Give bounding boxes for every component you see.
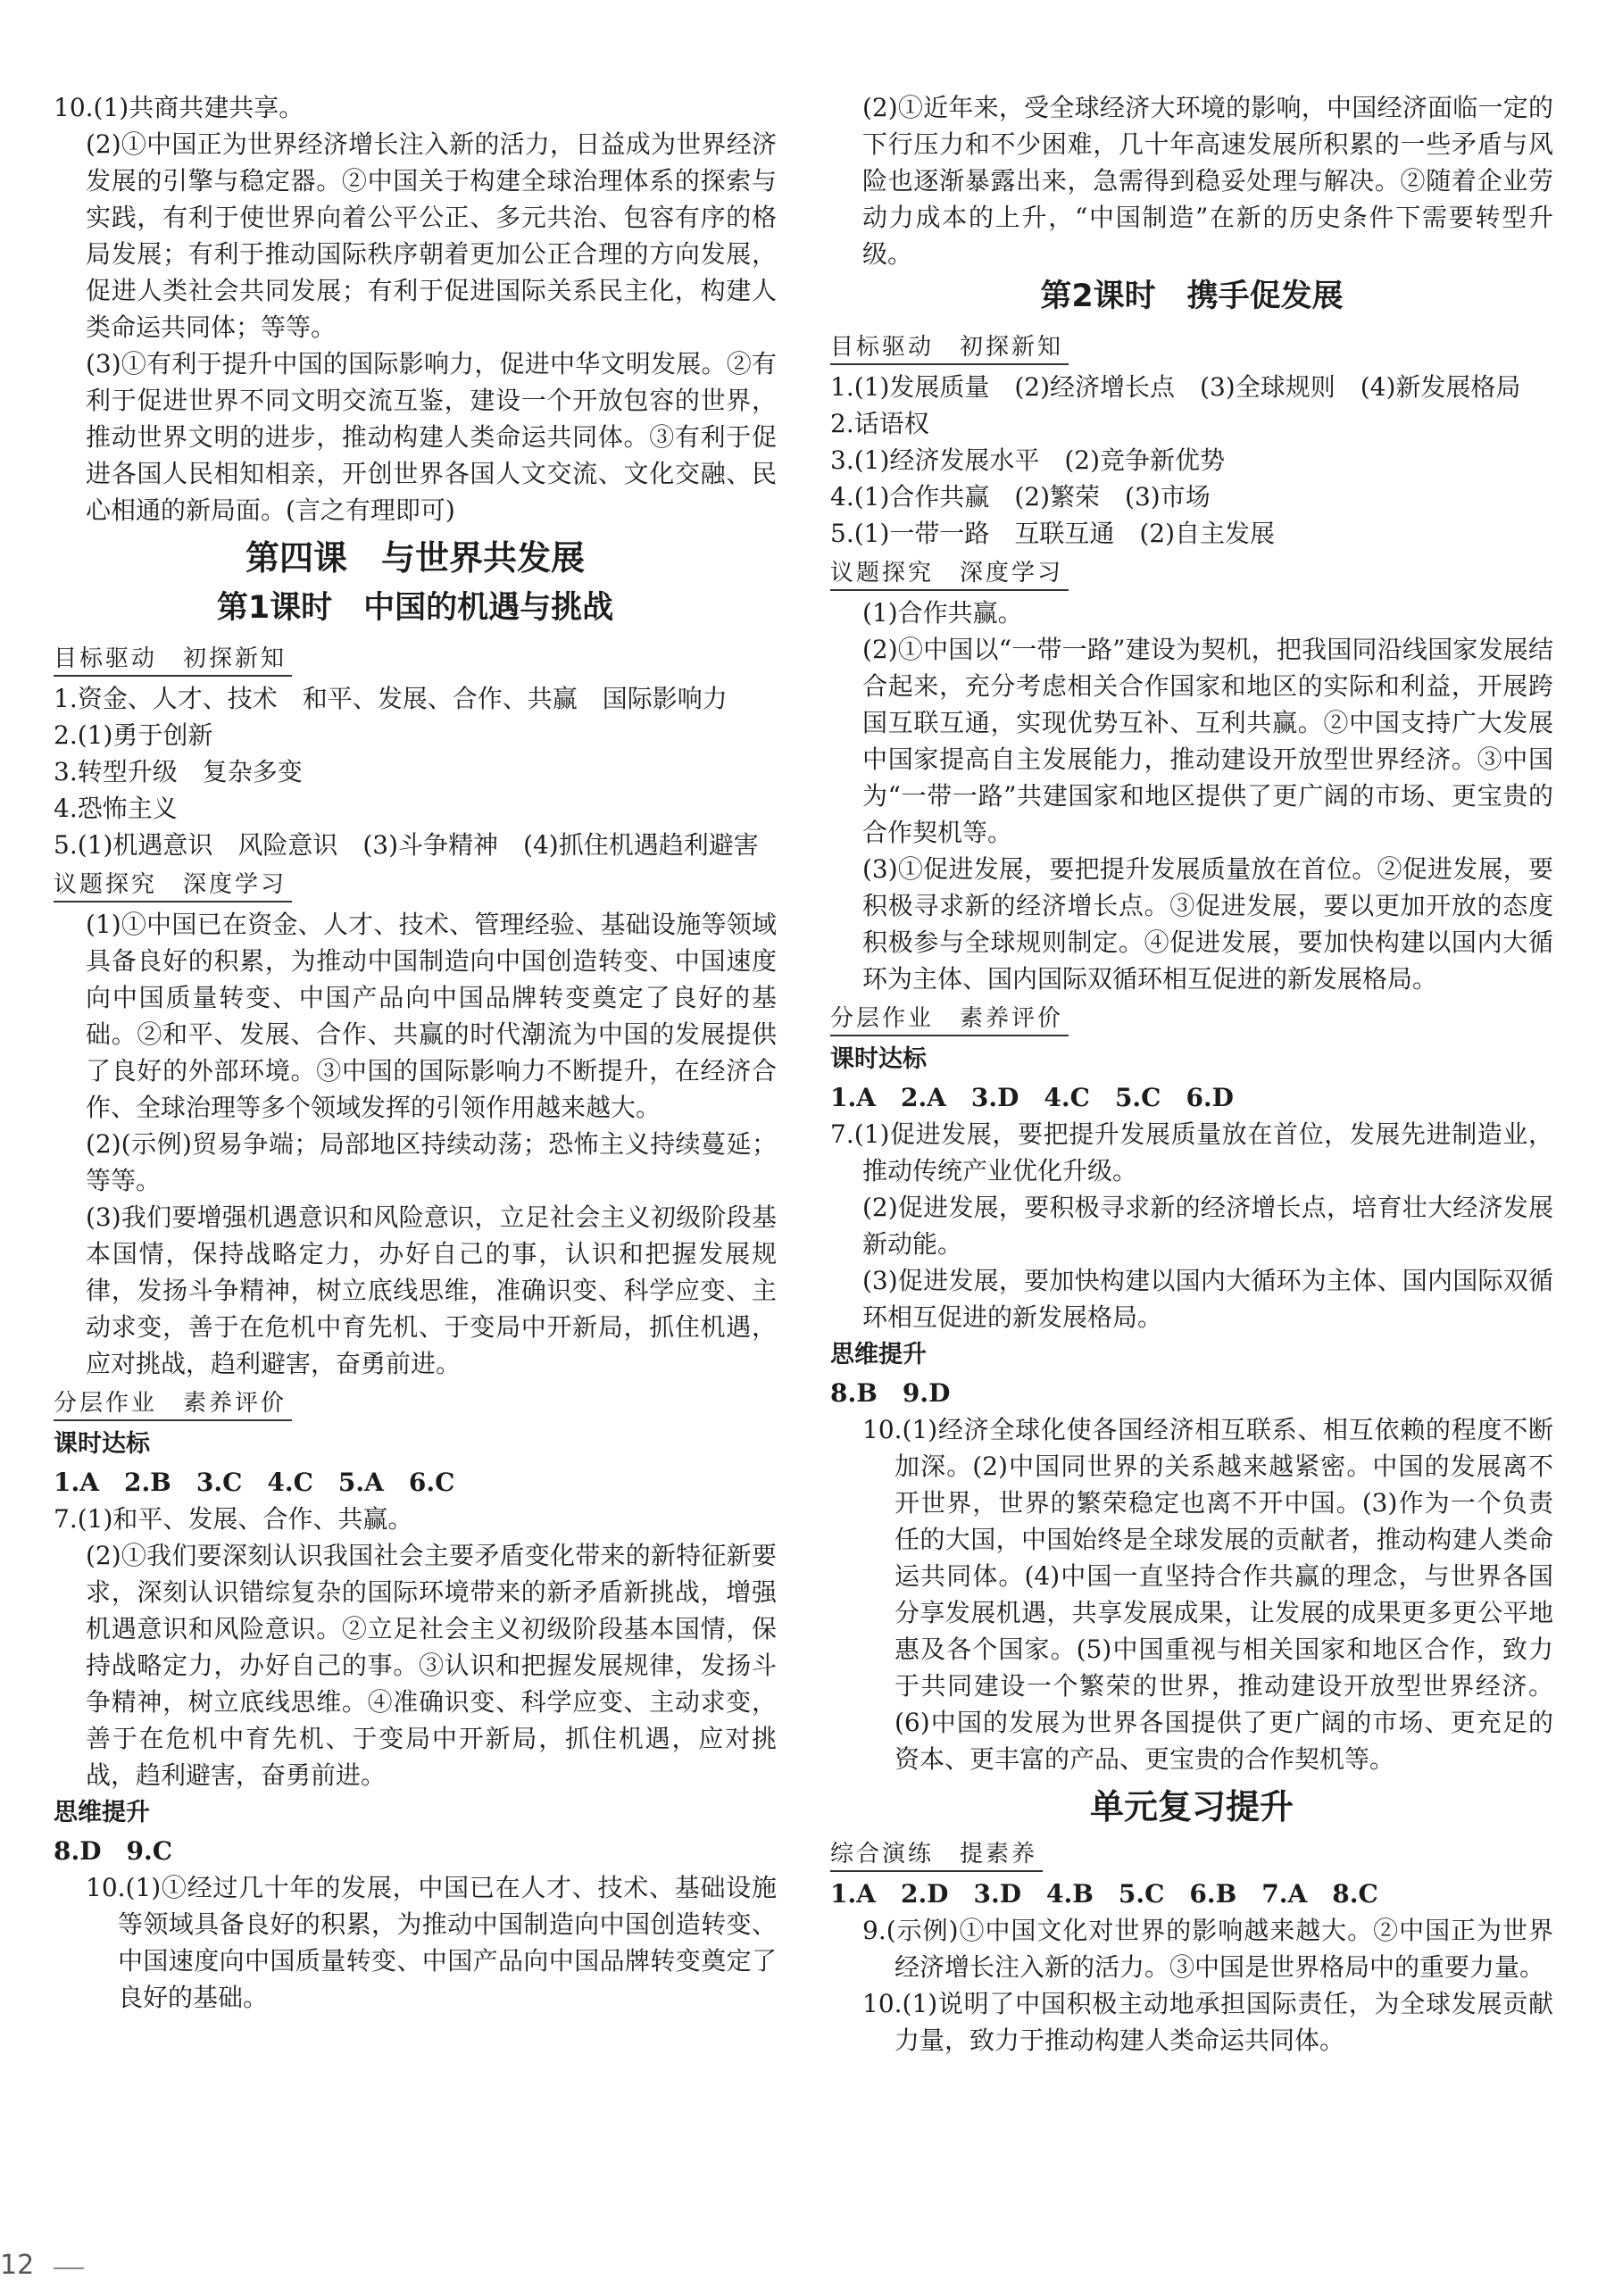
goal2-answer-3: 3.(1)经济发展水平 (2)竞争新优势 bbox=[830, 445, 1226, 475]
period-2-title: 第2课时 携手促发展 bbox=[1040, 279, 1344, 314]
section-comprehensive: 综合演练 提素养 bbox=[830, 1838, 1043, 1872]
subsection-thinking: 思维提升 bbox=[54, 1799, 150, 1826]
goal-answer-2: 2.(1)勇于创新 bbox=[54, 720, 213, 750]
unit-answer-10: 10.(1)说明了中国积极主动地承担国际责任，为全球发展贡献力量，致力于推动构建人类命运共同体。 bbox=[862, 1989, 1553, 2055]
left-column bbox=[54, 89, 777, 2016]
answer2-10: 10.(1)经济全球化使各国经济相互联系、相互依赖的程度不断加深。(2)中国同世界的关系越来越紧密。中国的发展离不开世界，世界的繁荣稳定也离不开中国。(3)作为一个负责任的大国，中国始终是全球发展的贡献者，推动构建人类命运共同体。(4)中国一直坚持合作共赢的理念，与世界各国分享发展机遇，共享发展成果，让发展的成果更多更公平地惠及各个国家。(5)中国重视与相关国家和地区合作，致力于共同建设一个繁荣的世界，推动建设开放型世界经济。(6)中国的发展为世界各国提供了更广阔的市场、更充足的资本、更丰富的产品、更宝贵的合作契机等。 bbox=[862, 1415, 1553, 1774]
answer-7-2: (2)①我们要深刻认识我国社会主要矛盾变化带来的新特征新要求，深刻认识错综复杂的国际环境带来的新矛盾新挑战，增强机遇意识和风险意识。②立足社会主义初级阶段基本国情，保持战略定力，办好自己的事。③认识和把握发展规律，发扬斗争精神，树立底线思维。④准确识变、科学应变、主动求变，善于在危机中育先机、于变局中开新局，抓住机遇，应对挑战，趋利避害，奋勇前进。 bbox=[86, 1541, 777, 1790]
section-explore-2: 议题探究 深度学习 bbox=[830, 557, 1069, 591]
section-layered-homework: 分层作业 素养评价 bbox=[54, 1387, 292, 1421]
unit-mc-answers: 1.A 2.D 3.D 4.B 5.C 6.B 7.A 8.C bbox=[830, 1879, 1378, 1909]
mc-answers-8-9: 8.D 9.C bbox=[54, 1836, 173, 1866]
goal-answer-5: 5.(1)机遇意识 风险意识 (3)斗争精神 (4)抓住机遇趋利避害 bbox=[54, 830, 759, 860]
explore-answer-2: (2)(示例)贸易争端；局部地区持续动荡；恐怖主义持续蔓延；等等。 bbox=[86, 1129, 777, 1195]
explore2-answer-1: (1)合作共赢。 bbox=[862, 598, 1023, 628]
explore-answer-1: (1)①中国已在资金、人才、技术、管理经验、基础设施等领域具备良好的积累，为推动中国制造向中国创造转变、中国速度向中国质量转变、中国产品向中国品牌转变奠定了良好的基础。②和平、发展、合作、共赢的时代潮流为中国的发展提供了良好的外部环境。③中国的国际影响力不断提升，在经济合作、全球治理等多个领域发挥的引领作用越来越大。 bbox=[86, 910, 777, 1122]
answer-10-1: 10.(1)共商共建共享。 bbox=[54, 93, 304, 122]
lesson-title: 第四课 与世界共发展 bbox=[245, 538, 585, 578]
right-column bbox=[830, 89, 1553, 2059]
answer-10-2: (2)①中国正为世界经济增长注入新的活力，日益成为世界经济发展的引擎与稳定器。②中国关于构建全球治理体系的探索与实践，有利于使世界向着公平公正、多元共治、包容有序的格局发展；有利于推动国际秩序朝着更加公正合理的方向发展，促进人类社会共同发展；有利于促进国际关系民主化，构建人类命运共同体；等等。 bbox=[86, 129, 777, 342]
goal2-answer-1: 1.(1)发展质量 (2)经济增长点 (3)全球规则 (4)新发展格局 bbox=[830, 372, 1521, 402]
answer-10b: 10.(1)①经过几十年的发展，中国已在人才、技术、基础设施等领域具备良好的积累，为推动中国制造向中国创造转变、中国速度向中国质量转变、中国产品向中国品牌转变奠定了良好的基础。 bbox=[86, 1873, 777, 2012]
answer2-7-2: (2)促进发展，要积极寻求新的经济增长点，培育壮大经济发展新动能。 bbox=[862, 1193, 1553, 1259]
explore-answer-3: (3)我们要增强机遇意识和风险意识，立足社会主义初级阶段基本国情，保持战略定力，办好自己的事，认识和把握发展规律，发扬斗争精神，树立底线思维，准确识变、科学应变、主动求变，善于在危机中育先机、于变局中开新局，抓住机遇，应对挑战，趋利避害，奋勇前进。 bbox=[86, 1202, 777, 1378]
answer-r-2: (2)①近年来，受全球经济大环境的影响，中国经济面临一定的下行压力和不少困难，几十年高速发展所积累的一些矛盾与风险也逐渐暴露出来，急需得到稳妥处理与解决。②随着企业劳动力成本的上升，“中国制造”在新的历史条件下需要转型升级。 bbox=[862, 93, 1553, 269]
goal-answer-4: 4.恐怖主义 bbox=[54, 794, 178, 823]
subsection-class-target: 课时达标 bbox=[54, 1430, 150, 1458]
goal2-answer-5: 5.(1)一带一路 互联互通 (2)自主发展 bbox=[830, 519, 1276, 548]
explore2-answer-2: (2)①中国以“一带一路”建设为契机，把我国同沿线国家发展结合起来，充分考虑相关合作国家和地区的实际和利益，开展跨国互联互通，实现优势互补、互利共赢。②中国支持广大发展中国家提高自主发展能力，推动建设开放型世界经济。③中国为“一带一路”共建国家和地区提供了更广阔的市场、更宝贵的合作契机等。 bbox=[862, 635, 1553, 847]
goal-answer-3: 3.转型升级 复杂多变 bbox=[54, 757, 303, 786]
mc-answers-1-6: 1.A 2.B 3.C 4.C 5.A 6.C bbox=[54, 1468, 455, 1497]
explore2-answer-3: (3)①促进发展，要把提升发展质量放在首位。②促进发展，要积极寻求新的经济增长点。③促进发展，要以更加开放的态度积极参与全球规则制定。④促进发展，要加快构建以国内大循环为主体、国内国际双循环相互促进的新发展格局。 bbox=[862, 854, 1553, 994]
goal-answer-1: 1.资金、人才、技术 和平、发展、合作、共赢 国际影响力 bbox=[54, 684, 728, 713]
section-layered-homework-2: 分层作业 素养评价 bbox=[830, 1002, 1069, 1036]
mc2-answers-8-9: 8.B 9.D bbox=[830, 1378, 951, 1408]
answer2-7-3: (3)促进发展，要加快构建以国内大循环为主体、国内国际双循环相互促进的新发展格局。 bbox=[862, 1266, 1553, 1332]
answer-7-1: 7.(1)和平、发展、合作、共赢。 bbox=[54, 1504, 413, 1534]
subsection-class-target-2: 课时达标 bbox=[830, 1045, 927, 1073]
page-number-rule bbox=[54, 2267, 84, 2269]
period-title: 第1课时 中国的机遇与挑战 bbox=[216, 590, 614, 626]
unit-review-title: 单元复习提升 bbox=[1089, 1787, 1294, 1826]
section-explore: 议题探究 深度学习 bbox=[54, 869, 292, 903]
subsection-thinking-2: 思维提升 bbox=[830, 1341, 927, 1368]
mc2-answers-1-6: 1.A 2.A 3.D 4.C 5.C 6.D bbox=[830, 1083, 1234, 1112]
goal2-answer-2: 2.话语权 bbox=[830, 409, 929, 438]
section-goal: 目标驱动 初探新知 bbox=[54, 643, 292, 677]
answer2-7-1: 7.(1)促进发展，要把提升发展质量放在首位，发展先进制造业，推动传统产业优化升级。 bbox=[830, 1119, 1553, 1185]
answer-10-3: (3)①有利于提升中国的国际影响力，促进中华文明发展。②有利于促进世界不同文明交流互鉴，建设一个开放包容的世界，推动世界文明的进步，推动构建人类命运共同体。③有利于促进各国人民相知相亲，开创世界各国人文交流、文化交融、民心相通的新局面。(言之有理即可) bbox=[86, 349, 777, 525]
goal2-answer-4: 4.(1)合作共赢 (2)繁荣 (3)市场 bbox=[830, 482, 1211, 512]
section-goal-2: 目标驱动 初探新知 bbox=[830, 331, 1069, 365]
unit-answer-9: 9.(示例)①中国文化对世界的影响越来越大。②中国正为世界经济增长注入新的活力。③中国是世界格局中的重要力量。 bbox=[862, 1916, 1553, 1982]
page-number: 12 bbox=[0, 2250, 35, 2281]
